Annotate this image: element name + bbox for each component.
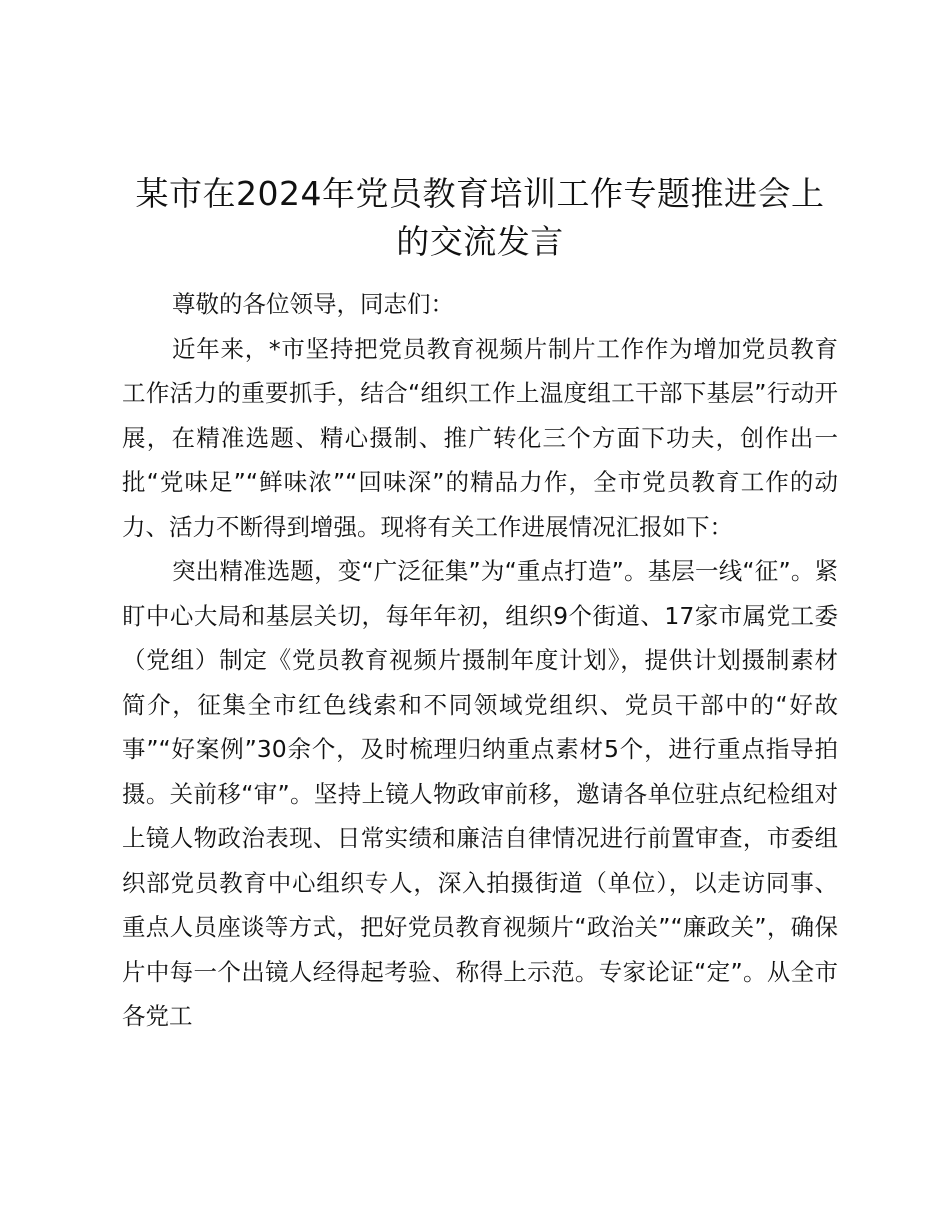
document-title: 某市在2024年党员教育培训工作专题推进会上的交流发言 — [135, 174, 825, 261]
salutation-paragraph: 尊敬的各位领导，同志们： — [172, 290, 454, 318]
document-body — [122, 282, 838, 1039]
topic-selection-paragraph: 突出精准选题，变“广泛征集”为“重点打造”。基层一线“征”。紧盯中心大局和基层关切，每年年初，组织9个街道、17家市属党工委（党组）制定《党员教育视频片摄制年度计划》，提供计划摄制素材简介，征集全市红色线索和不同领域党组织、党员干部中的“好故事”“好案例”30余个，及时梳理归纳重点素材5个，进行重点指导拍摄。关前移“审”。坚持上镜人物政审前移，邀请各单位驻点纪检组对上镜人物政治表现、日常实绩和廉洁自律情况进行前置审查，市委组织部党员教育中心组织专人，深入拍摄街道（单位），以走访同事、重点人员座谈等方式，把好党员教育视频片“政治关”“廉政关”，确保片中每一个出镜人经得起考验、称得上示范。专家论证“定”。从全市各党工 — [122, 557, 838, 1030]
intro-paragraph: 近年来，*市坚持把党员教育视频片制片工作作为增加党员教育工作活力的重要抓手，结合“组织工作上温度组工干部下基层”行动开展，在精准选题、精心摄制、推广转化三个方面下功夫，创作出一批“党味足”“鲜味浓”“回味深”的精品力作，全市党员教育工作的动力、活力不断得到增强。现将有关工作进展情况汇报如下： — [122, 334, 838, 541]
